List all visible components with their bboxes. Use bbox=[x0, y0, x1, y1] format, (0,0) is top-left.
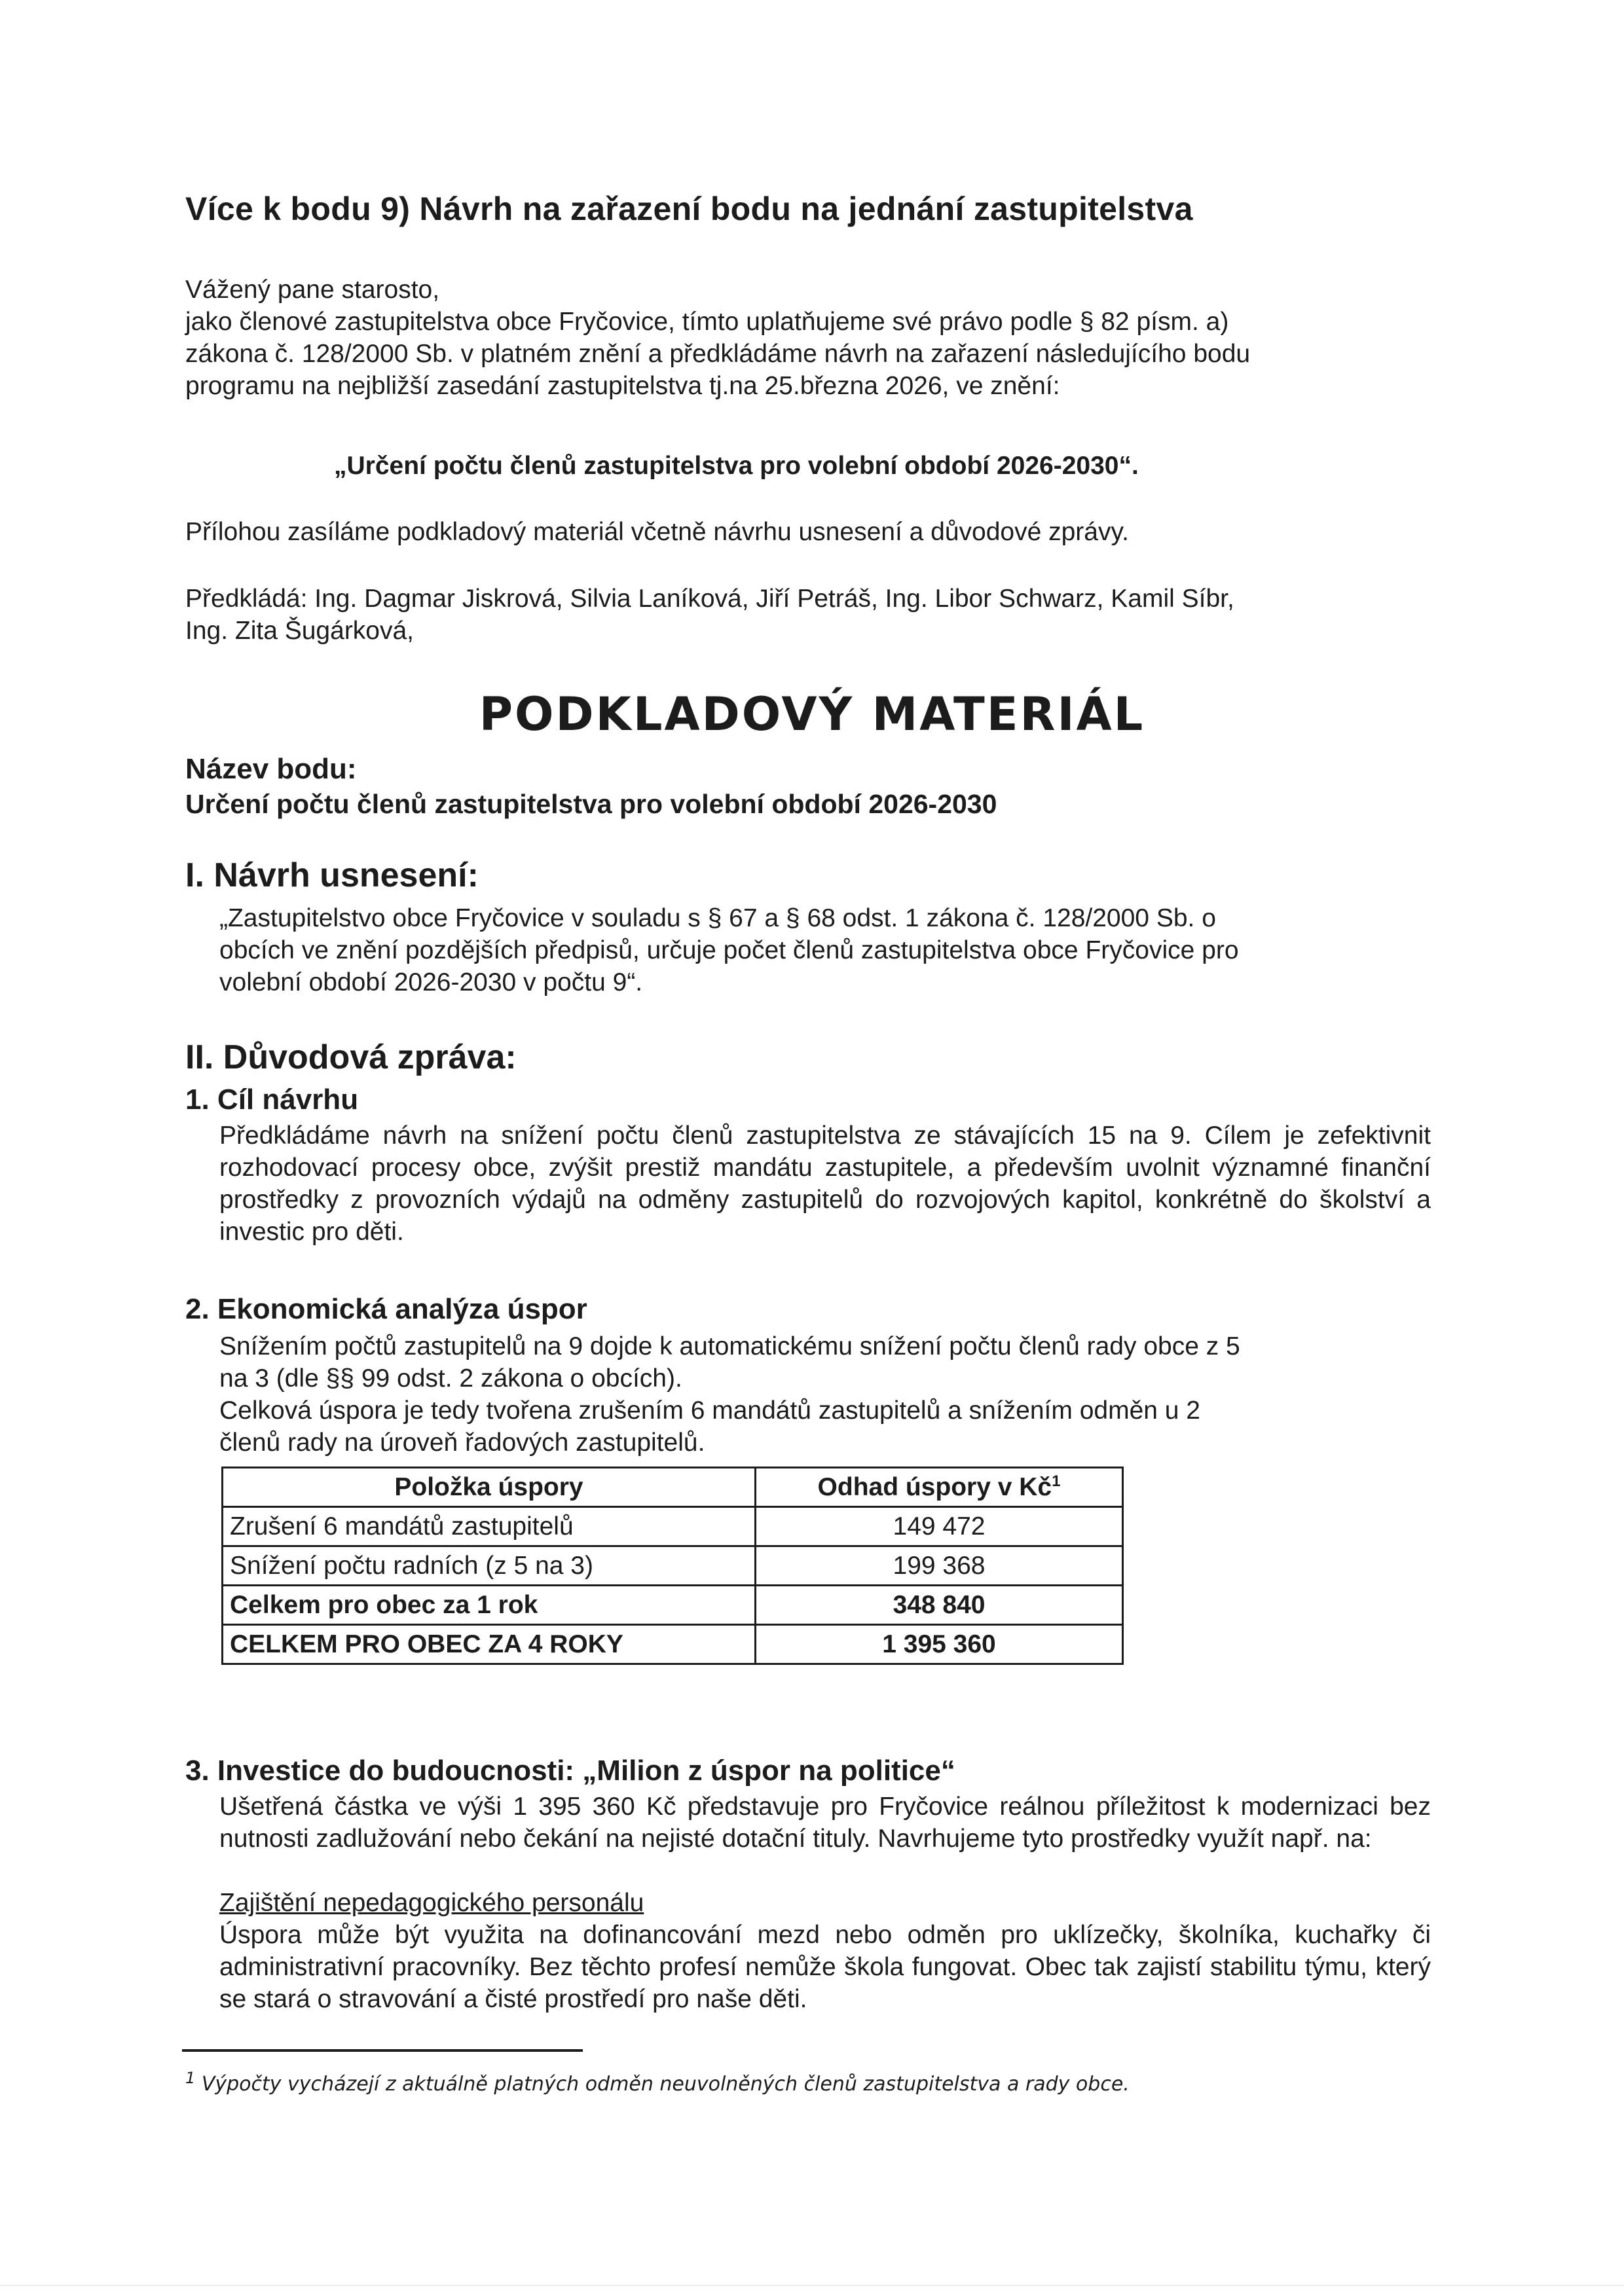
footnote-marker: 1 bbox=[185, 2069, 196, 2087]
item-name-value: Určení počtu členů zastupitelstva pro volební období 2026-2030 bbox=[185, 789, 997, 819]
section-2-line: Snížením počtů zastupitelů na 9 dojde k automatickému snížení počtu členů rady obce z 5 bbox=[219, 1332, 1240, 1360]
row-value: 1 395 360 bbox=[756, 1625, 1123, 1664]
section-2-line: na 3 (dle §§ 99 odst. 2 zákona o obcích). bbox=[219, 1364, 682, 1393]
table-row-total-term bbox=[223, 1625, 1123, 1664]
submitters: Předkládá: Ing. Dagmar Jiskrová, Silvia Laníková, Jiří Petráš, Ing. Libor Schwarz, Kamil Síbr, bbox=[185, 585, 1234, 613]
row-value: 199 368 bbox=[756, 1546, 1123, 1586]
footnote-divider bbox=[182, 2049, 583, 2052]
section-3-subtext: Úspora může být využita na dofinancování mezd nebo odměn pro uklízečky, školníka, kuchařky či administrativní pracovníky. Bez těchto profesí nemůže škola fungovat. Obec tak zajistí stabilitu týmu, který se stará o stravování a čisté prostředí pro naše děti. bbox=[219, 1921, 1431, 2013]
row-item: Zrušení 6 mandátů zastupitelů bbox=[223, 1507, 756, 1546]
letter-line: zákona č. 128/2000 Sb. v platném znění a předkládáme návrh na zařazení následujícího bodu bbox=[185, 340, 1251, 368]
section-1-heading: 1. Cíl návrhu bbox=[185, 1084, 359, 1116]
salutation: Vážený pane starosto, bbox=[185, 276, 440, 304]
column-header-estimate-label: Odhad úspory v Kč bbox=[817, 1473, 1052, 1501]
section-3-text: Ušetřená částka ve výši 1 395 360 Kč představuje pro Fryčovice reálnou příležitost k modernizaci bez nutnosti zadlužování nebo čekání na nejisté dotační tituly. Navrhujeme tyto prostředky využít např. na: bbox=[219, 1793, 1431, 1853]
column-header-estimate bbox=[756, 1468, 1123, 1507]
letter-line: programu na nejbližší zasedání zastupitelstva tj.na 25.března 2026, ve znění: bbox=[185, 372, 1060, 400]
section-2-line: Celková úspora je tedy tvořena zrušením 6 mandátů zastupitelů a snížením odměn u 2 bbox=[219, 1396, 1200, 1425]
resolution-heading: I. Návrh usnesení: bbox=[185, 856, 479, 894]
table-header-row bbox=[223, 1468, 1123, 1507]
material-title: PODKLADOVÝ MATERIÁL bbox=[479, 687, 1145, 741]
item-name-label: Název bodu: bbox=[185, 753, 357, 785]
table-row bbox=[223, 1507, 1123, 1546]
letter-line: jako členové zastupitelstva obce Fryčovice, tímto uplatňujeme své právo podle § 82 písm. a) bbox=[185, 308, 1229, 336]
section-2-line: členů rady na úroveň řadových zastupitelů. bbox=[219, 1429, 705, 1457]
row-value: 348 840 bbox=[756, 1586, 1123, 1625]
column-header-item: Položka úspory bbox=[223, 1468, 756, 1507]
resolution-line: „Zastupitelstvo obce Fryčovice v souladu s § 67 a § 68 odst. 1 zákona č. 128/2000 Sb. o bbox=[219, 904, 1216, 932]
attachment-note: Přílohou zasíláme podkladový materiál včetně návrhu usnesení a důvodové zprávy. bbox=[185, 518, 1129, 546]
footnote-ref: 1 bbox=[1052, 1472, 1061, 1490]
resolution-line: volební období 2026-2030 v počtu 9“. bbox=[219, 968, 643, 996]
row-item: CELKEM PRO OBEC ZA 4 ROKY bbox=[223, 1625, 756, 1664]
savings-table bbox=[221, 1467, 1124, 1665]
footnote bbox=[185, 2069, 1130, 2096]
footnote-text: Výpočty vycházejí z aktuálně platných odměn neuvolněných členů zastupitelstva a rady obce. bbox=[201, 2073, 1130, 2096]
table-row bbox=[223, 1546, 1123, 1586]
document-heading: Více k bodu 9) Návrh na zařazení bodu na jednání zastupitelstva bbox=[185, 191, 1193, 227]
section-3-subheading: Zajištění nepedagogického personálu bbox=[219, 1889, 644, 1917]
row-value: 149 472 bbox=[756, 1507, 1123, 1546]
proposed-item-title: „Určení počtu členů zastupitelstva pro volební období 2026-2030“. bbox=[334, 452, 1139, 480]
row-item: Snížení počtu radních (z 5 na 3) bbox=[223, 1546, 756, 1586]
resolution-line: obcích ve znění pozdějších předpisů, určuje počet členů zastupitelstva obce Fryčovice pro bbox=[219, 936, 1239, 964]
page-edge bbox=[0, 2285, 1624, 2286]
table-row-total-year bbox=[223, 1586, 1123, 1625]
section-2-heading: 2. Ekonomická analýza úspor bbox=[185, 1293, 587, 1325]
submitters-cont: Ing. Zita Šugárková, bbox=[185, 617, 415, 645]
section-3-heading: 3. Investice do budoucnosti: „Milion z úspor na politice“ bbox=[185, 1755, 955, 1787]
row-item: Celkem pro obec za 1 rok bbox=[223, 1586, 756, 1625]
section-1-text: Předkládáme návrh na snížení počtu členů zastupitelstva ze stávajících 15 na 9. Cílem je zefektivnit rozhodovací procesy obce, zvýšit prestiž mandátu zastupitele, a především uvolnit významné finanční prostředky z provozních výdajů na odměny zastupitelů do rozvojových kapitol, konkrétně do školství a investic pro děti. bbox=[219, 1121, 1431, 1246]
report-heading: II. Důvodová zpráva: bbox=[185, 1038, 517, 1076]
